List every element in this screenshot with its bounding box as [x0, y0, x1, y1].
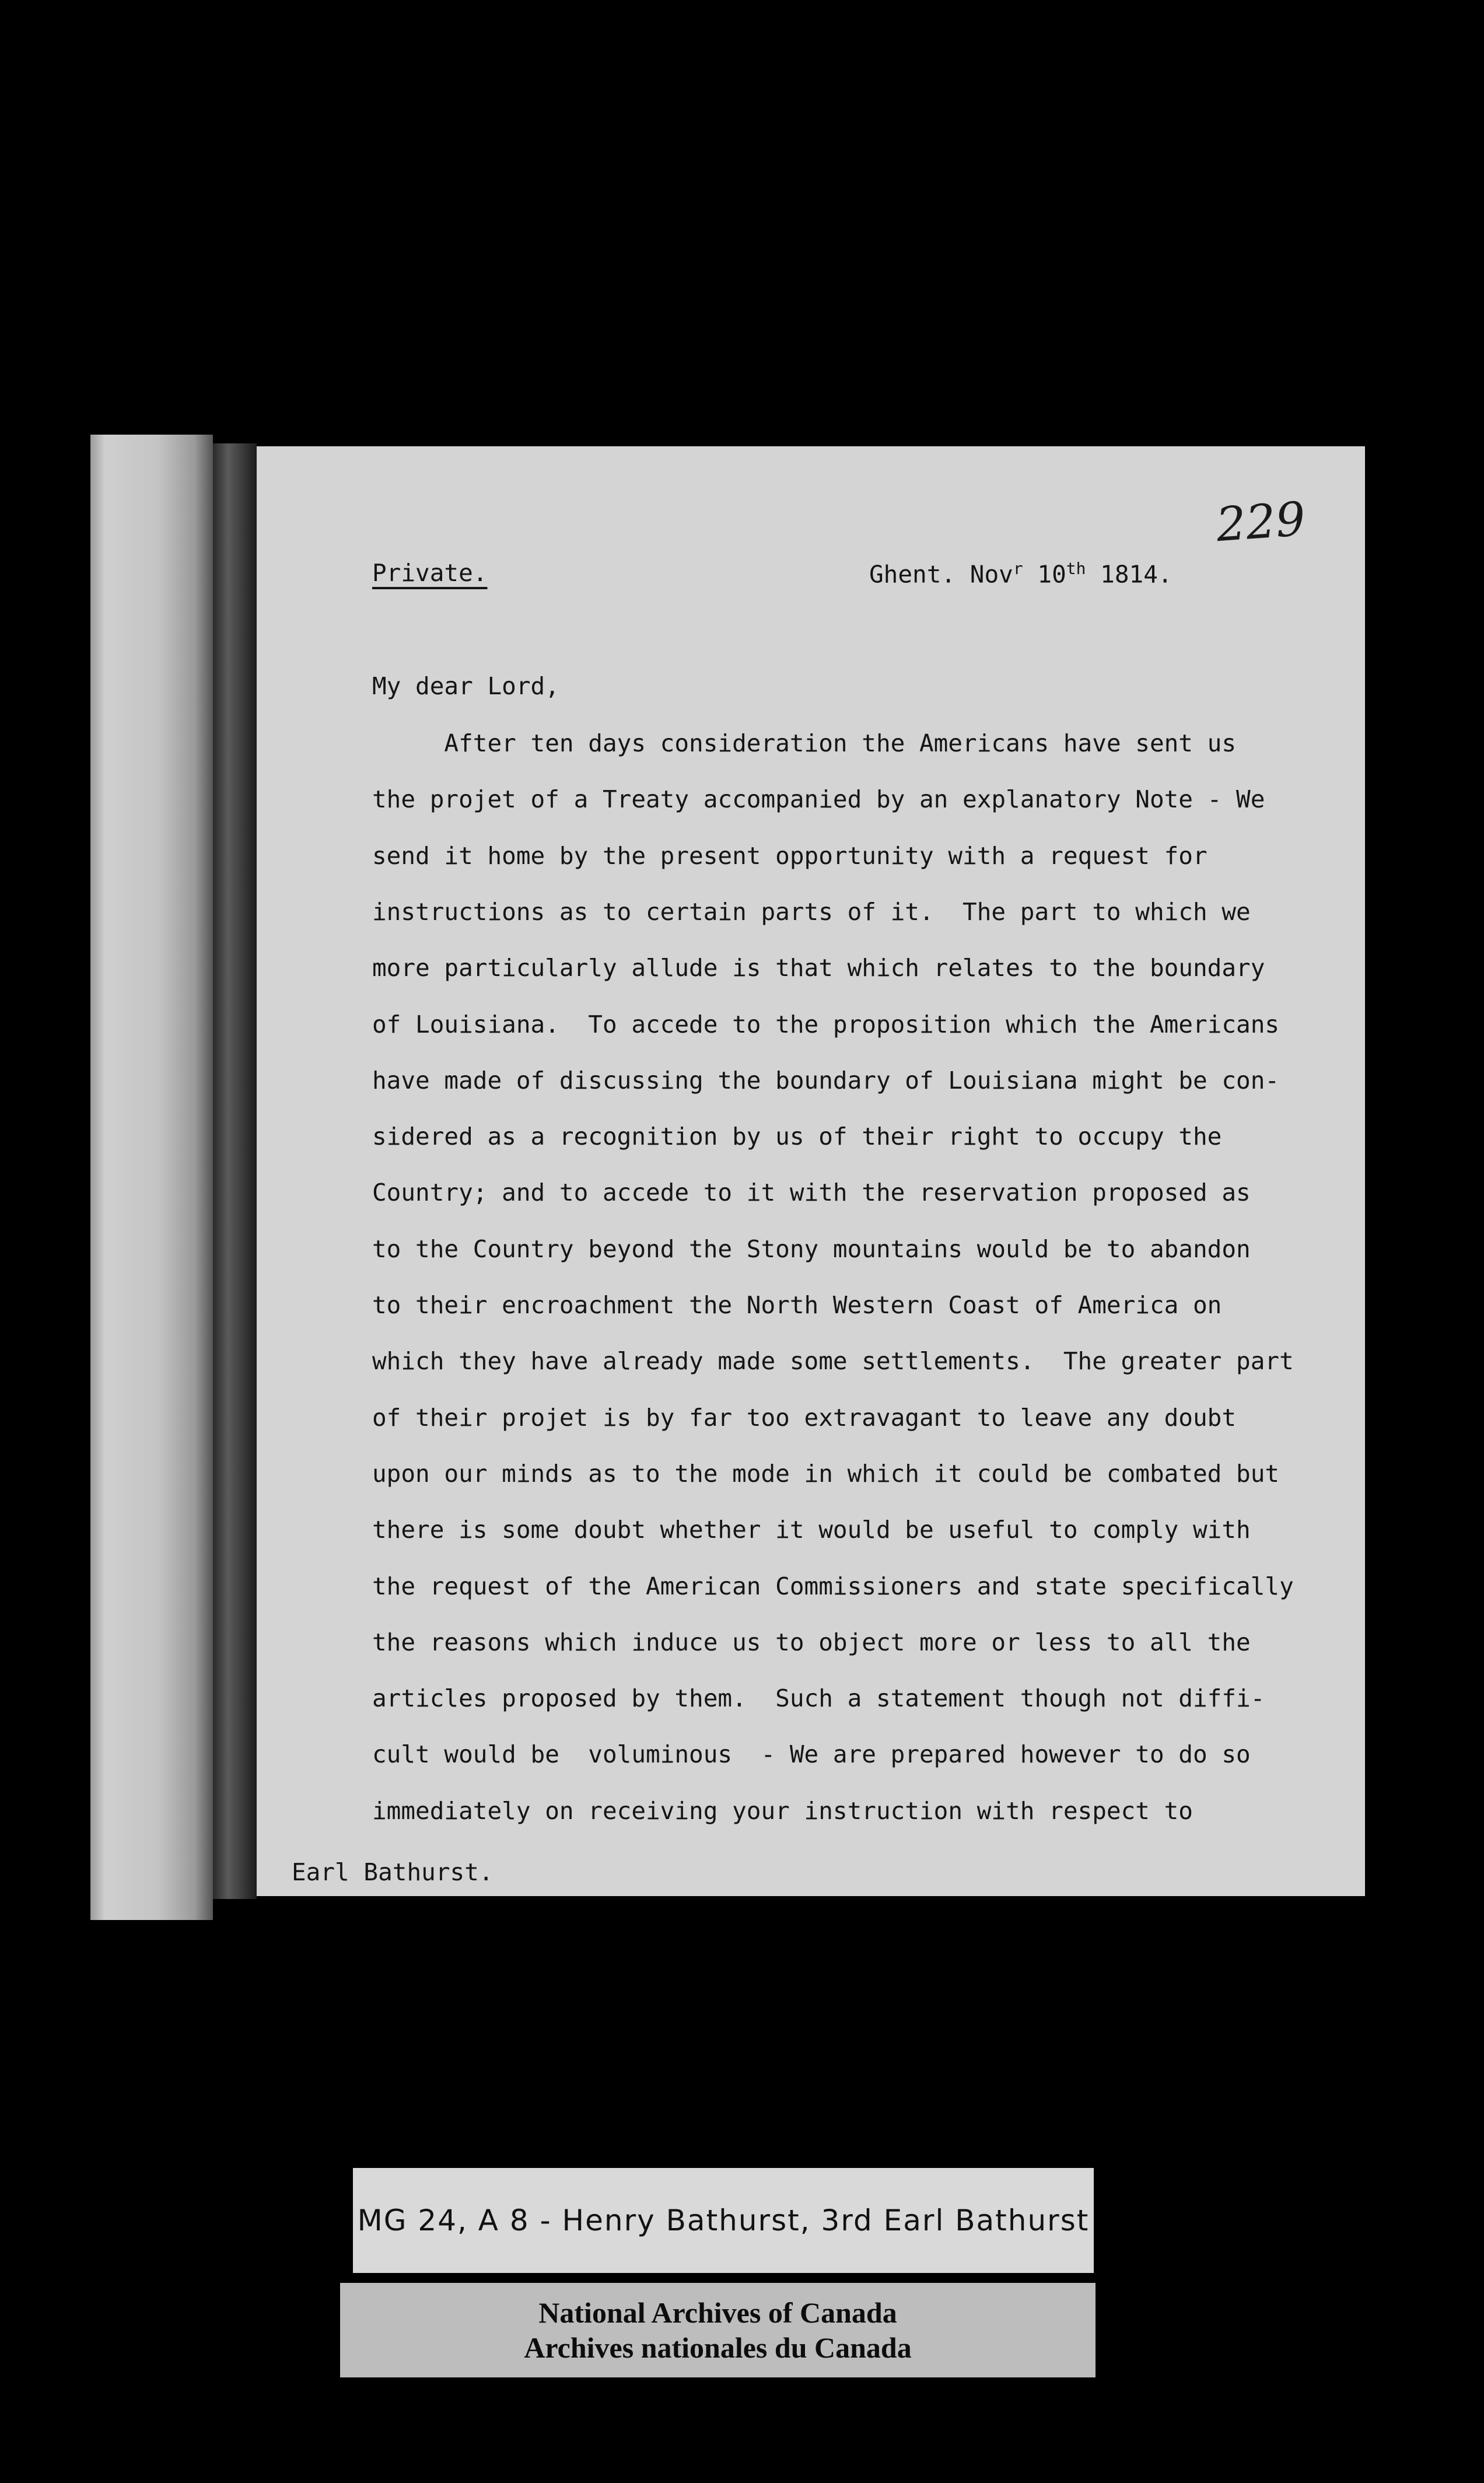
body-line: of Louisiana. To accede to the proposition which the Americans	[372, 1010, 1280, 1038]
collection-label: MG 24, A 8 - Henry Bathurst, 3rd Earl Bathurst	[353, 2168, 1094, 2273]
dateline-place: Ghent.	[869, 560, 970, 589]
body-line: After ten days consideration the Americans have sent us	[372, 729, 1237, 757]
body-line: sidered as a recognition by us of their right to occupy the	[372, 1122, 1222, 1151]
volume-binding-edge	[90, 435, 213, 1920]
dateline	[869, 559, 1172, 589]
body-line: send it home by the present opportunity with a request for	[372, 841, 1208, 870]
body-line: instructions as to certain parts of it. The part to which we	[372, 897, 1251, 926]
volume-spine-shadow	[213, 443, 257, 1899]
letter-page	[257, 446, 1365, 1896]
body-line: to their encroachment the North Western Coast of America on	[372, 1291, 1222, 1319]
body-line: the projet of a Treaty accompanied by an explanatory Note - We	[372, 785, 1265, 814]
body-line: cult would be voluminous - We are prepared however to do so	[372, 1740, 1251, 1769]
heading-private: Private.	[372, 559, 488, 587]
archive-name-en: National Archives of Canada	[538, 2296, 897, 2329]
dateline-year: 1814.	[1086, 560, 1172, 589]
body-line: upon our minds as to the mode in which it could be combated but	[372, 1459, 1280, 1488]
body-line: Country; and to accede to it with the reservation proposed as	[372, 1178, 1251, 1207]
dateline-day: 10	[1023, 560, 1066, 589]
folio-number: 229	[1214, 491, 1307, 552]
body-line: the request of the American Commissioners and state specifically	[372, 1572, 1294, 1600]
body-line: more particularly allude is that which relates to the boundary	[372, 954, 1265, 982]
dateline-month-suffix: r	[1013, 559, 1023, 578]
body-line: to the Country beyond the Stony mountains would be to abandon	[372, 1234, 1251, 1263]
addressee: Earl Bathurst.	[292, 1858, 494, 1886]
archive-name-fr: Archives nationales du Canada	[524, 2331, 912, 2364]
body-line: articles proposed by them. Such a statement though not diffi-	[372, 1684, 1265, 1713]
body-line: the reasons which induce us to object more or less to all the	[372, 1628, 1251, 1656]
body-line: which they have already made some settlements. The greater part	[372, 1347, 1294, 1376]
salutation: My dear Lord,	[372, 672, 559, 700]
body-line: of their projet is by far too extravagant to leave any doubt	[372, 1403, 1237, 1432]
dateline-month: Nov	[970, 560, 1013, 589]
body-line: immediately on receiving your instruction with respect to	[372, 1796, 1193, 1825]
dateline-day-suffix: th	[1066, 559, 1086, 578]
body-line: have made of discussing the boundary of Louisiana might be con-	[372, 1066, 1280, 1094]
archive-label	[340, 2283, 1096, 2377]
body-line: there is some doubt whether it would be useful to comply with	[372, 1516, 1251, 1544]
